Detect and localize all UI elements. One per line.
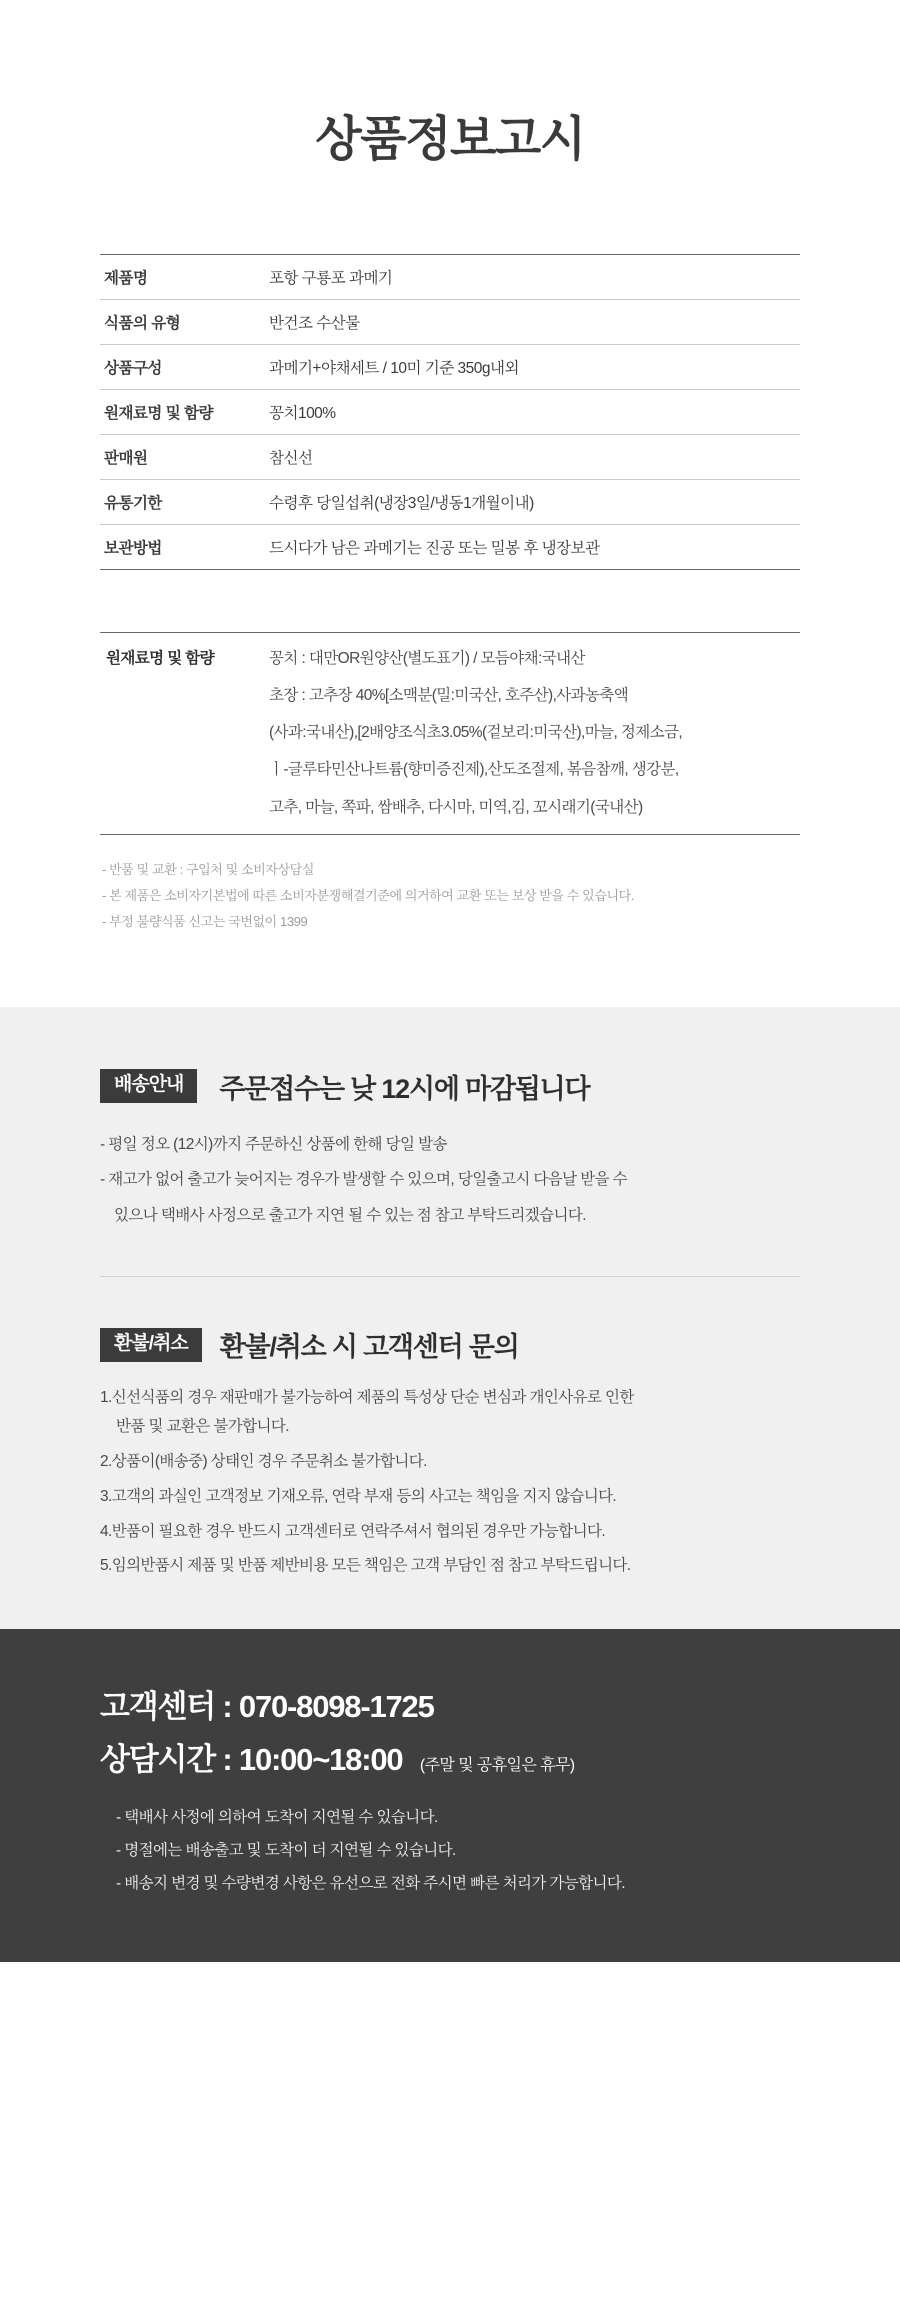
refund-item: 3.고객의 과실인 고객정보 기재오류, 연락 부재 등의 사고는 책임을 지지 않습니다.	[100, 1487, 617, 1505]
refund-item: 반품 및 교환은 불가합니다.	[116, 1418, 289, 1436]
spec-table-wrap	[100, 254, 800, 570]
table-row	[100, 435, 800, 480]
refund-item: 2.상품이(배송중) 상태인 경우 주문취소 불가합니다.	[100, 1452, 427, 1470]
spec-label: 제품명	[100, 255, 265, 300]
product-info-section	[0, 0, 900, 1007]
legal-notes	[100, 859, 800, 930]
refund-tag: 환불/취소	[100, 1328, 202, 1362]
section-divider	[100, 1276, 800, 1277]
spec-label: 보관방법	[100, 525, 265, 570]
ingredient-label-empty	[100, 789, 265, 835]
legal-note: - 반품 및 교환 : 구입처 및 소비자상담실	[102, 861, 314, 877]
table-row	[100, 633, 800, 678]
shipping-body	[100, 1132, 800, 1229]
spec-value: 과메기+야채세트 / 10미 기준 350g내외	[265, 345, 800, 390]
refund-body	[100, 1386, 800, 1579]
spec-value: 참신선	[265, 435, 800, 480]
table-row	[100, 525, 800, 570]
shipping-header	[100, 1067, 800, 1106]
ingredient-line: ㅣ-글루타민산나트륨(향미증진제),산도조절제, 볶음참깨, 생강분,	[269, 761, 679, 779]
legal-note: - 본 제품은 소비자기본법에 따른 소비자분쟁해결기준에 의거하여 교환 또는 보상 받을 수 있습니다.	[102, 887, 635, 903]
spec-label: 상품구성	[100, 345, 265, 390]
shipping-line: - 평일 정오 (12시)까지 주문하신 상품에 한해 당일 발송	[100, 1135, 447, 1153]
ingredient-label: 원재료명 및 함량	[100, 633, 265, 678]
customer-center-notes	[100, 1805, 800, 1893]
ingredient-label-empty	[100, 714, 265, 751]
spec-value: 꽁치100%	[265, 390, 800, 435]
table-row	[100, 677, 800, 714]
table-row	[100, 480, 800, 525]
spec-value: 드시다가 남은 과메기는 진공 또는 밀봉 후 냉장보관	[265, 525, 800, 570]
ingredient-line: 고추, 마늘, 쪽파, 쌈배추, 다시마, 미역,김, 꼬시래기(국내산)	[265, 789, 800, 835]
customer-center-note: - 배송지 변경 및 수량변경 사항은 유선으로 전화 주시면 빠른 처리가 가능합니다.	[116, 1875, 625, 1893]
table-row	[100, 751, 800, 788]
shipping-heading: 주문접수는 낮 12시에 마감됩니다	[219, 1073, 590, 1104]
table-row	[100, 255, 800, 300]
table-row	[100, 300, 800, 345]
customer-center-hours-main: 상담시간 : 10:00~18:00	[100, 1742, 403, 1778]
spec-label: 식품의 유형	[100, 300, 265, 345]
customer-center-hours	[100, 1734, 800, 1779]
spec-label: 원재료명 및 함량	[100, 390, 265, 435]
customer-center-phone: 고객센터 : 070-8098-1725	[100, 1689, 434, 1725]
customer-center-section	[0, 1629, 900, 1962]
ingredient-line: 초장 : 고추장 40%[소맥분(밀:미국산, 호주산),사과농축액	[269, 687, 629, 705]
shipping-tag: 배송안내	[100, 1069, 197, 1103]
shipping-block	[100, 1067, 800, 1229]
refund-block	[100, 1325, 800, 1579]
spec-value: 포항 구룡포 과메기	[265, 255, 800, 300]
ingredient-label-empty	[100, 751, 265, 788]
ingredient-table	[100, 632, 800, 835]
refund-item: 4.반품이 필요한 경우 반드시 고객센터로 연락주셔서 협의된 경우만 가능합니다.	[100, 1522, 606, 1540]
customer-center-note: - 택배사 사정에 의하여 도착이 지연될 수 있습니다.	[116, 1809, 438, 1827]
customer-center-note: - 명절에는 배송출고 및 도착이 더 지연될 수 있습니다.	[116, 1842, 456, 1860]
spec-label: 판매원	[100, 435, 265, 480]
refund-item: 5.임의반품시 제품 및 반품 제반비용 모든 책임은 고객 부담인 점 참고 부탁드립니다.	[100, 1557, 631, 1575]
refund-heading: 환불/취소 시 고객센터 문의	[219, 1332, 519, 1363]
shipping-line: 있으나 택배사 사정으로 출고가 지연 될 수 있는 점 참고 부탁드리겠습니다.	[114, 1206, 586, 1224]
ingredient-line: 꽁치 : 대만OR원양산(별도표기) / 모듬야채:국내산	[265, 633, 800, 678]
spec-value: 반건조 수산물	[265, 300, 800, 345]
spec-table	[100, 254, 800, 570]
table-row	[100, 789, 800, 835]
shipping-line: - 재고가 없어 출고가 늦어지는 경우가 발생할 수 있으며, 당일출고시 다음날 받을 수	[100, 1171, 628, 1189]
refund-item: 1.신선식품의 경우 재판매가 불가능하여 제품의 특성상 단순 변심과 개인사유로 인한	[100, 1389, 634, 1407]
ingredient-label-empty	[100, 677, 265, 714]
legal-note: - 부정 불량식품 신고는 국번없이 1399	[102, 913, 308, 929]
spec-value: 수령후 당일섭취(냉장3일/냉동1개월이내)	[265, 480, 800, 525]
customer-center-hours-note: (주말 및 공휴일은 휴무)	[419, 1757, 575, 1775]
table-row	[100, 390, 800, 435]
policy-section	[0, 1007, 900, 1629]
page-title: 상품정보고시	[315, 113, 585, 166]
ingredient-table-wrap	[100, 632, 800, 835]
ingredient-line: (사과:국내산),[2배양조식초3.05%(겉보리:미국산),마늘, 정제소금,	[269, 724, 683, 742]
refund-header	[100, 1325, 800, 1364]
table-row	[100, 714, 800, 751]
customer-center-inner	[100, 1681, 800, 1893]
spec-label: 유통기한	[100, 480, 265, 525]
table-row	[100, 345, 800, 390]
